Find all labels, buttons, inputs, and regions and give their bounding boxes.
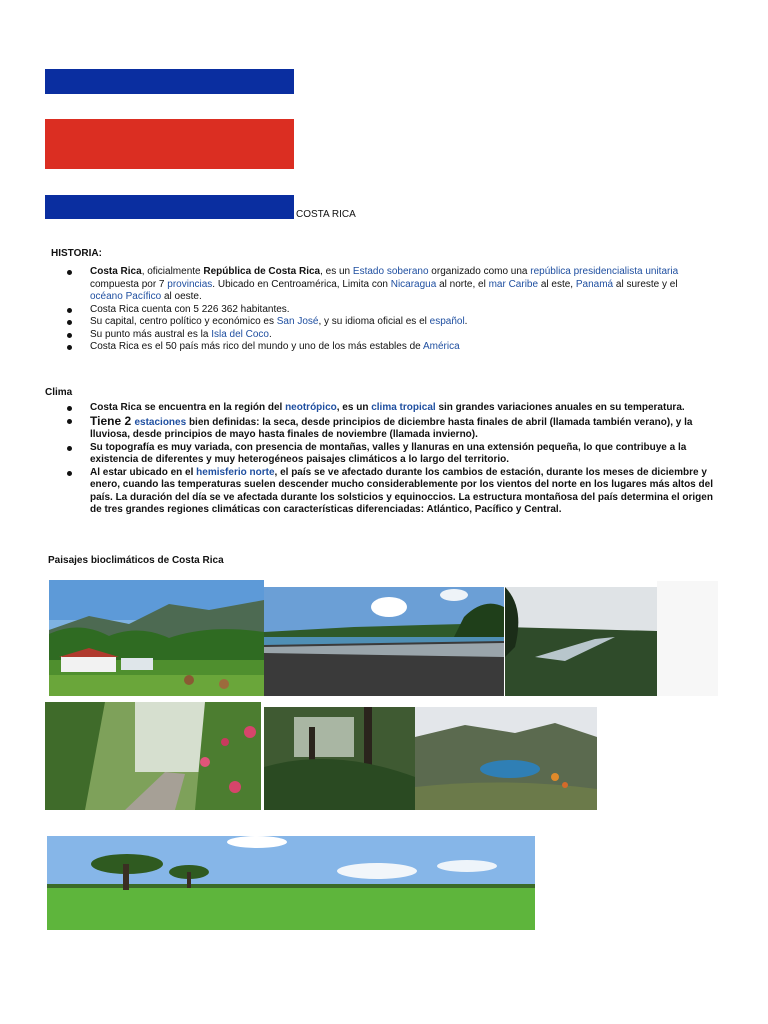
bullet-icon [67, 471, 72, 476]
clima-list [90, 402, 720, 517]
text-link[interactable]: estaciones [134, 416, 187, 428]
text-segment: , es un [320, 266, 353, 277]
bullet-icon [67, 406, 72, 411]
text-link[interactable]: Panamá [575, 278, 614, 290]
text-segment: Tiene 2 [90, 413, 135, 428]
flag-caption: COSTA RICA [296, 209, 356, 220]
photo-white-blank [657, 581, 718, 696]
text-segment: , oficialmente [141, 266, 204, 277]
photo-savanna [47, 836, 535, 930]
text-link[interactable]: San José [276, 316, 319, 327]
text-segment: al oeste. [161, 291, 202, 302]
photo-rainforest [264, 707, 415, 810]
text-segment: Costa Rica es el 50 país más rico del mundo y uno de los más estables de [90, 341, 423, 352]
historia-list [90, 266, 710, 354]
list-item [90, 341, 710, 354]
text-link[interactable]: mar Caribe [488, 278, 539, 290]
text-link[interactable]: clima tropical [371, 402, 436, 413]
text-segment: Costa Rica se encuentra en la región del [90, 402, 286, 413]
list-item [90, 415, 720, 442]
paisajes-heading: Paisajes bioclimáticos de Costa Rica [48, 555, 224, 566]
text-segment: compuesta por 7 [90, 278, 168, 290]
text-segment: sin grandes variaciones anuales en su temperatura. [435, 402, 685, 413]
clima-heading: Clima [45, 387, 73, 398]
flag-stripe-blue-bottom [45, 195, 294, 219]
photo-farm-mountains [49, 580, 264, 696]
text-link[interactable]: neotrópico [285, 402, 337, 413]
text-segment: . [464, 316, 468, 327]
text-segment: al sureste y el [613, 278, 678, 290]
text-link[interactable]: océano Pacífico [90, 291, 162, 302]
bullet-icon [67, 333, 72, 338]
text-segment: al este, [538, 278, 576, 290]
text-segment: , y su idioma oficial es el [318, 316, 430, 327]
text-link[interactable]: hemisferio norte [196, 466, 275, 478]
text-link[interactable]: república presidencialista unitaria [530, 266, 679, 277]
text-segment: organizado como una [428, 266, 531, 277]
text-segment: al norte, el [436, 278, 489, 290]
text-segment: bien definidas: la seca, desde principios de diciembre hasta finales de abril (llamada también verano), y la lluviosa, desde principios de mayo hasta finales de noviembre (llamada invierno). [90, 416, 693, 440]
list-item [90, 329, 710, 342]
list-item [90, 402, 720, 415]
text-segment: Costa Rica cuenta con 5 226 362 habitantes. [90, 303, 290, 315]
list-item [90, 442, 720, 467]
text-segment: Su topografía es muy variada, con presencia de montañas, valles y llanuras en una extensión pequeña, lo que contribuye a la existencia de diferentes y muy heterogéneos paisajes climáticos a lo largo del territorio. [90, 441, 687, 465]
text-segment: República de Costa Rica [203, 266, 321, 277]
text-segment: . [269, 328, 272, 340]
text-link[interactable]: provincias [167, 278, 213, 290]
bullet-icon [67, 320, 72, 325]
text-link[interactable]: español [429, 316, 465, 327]
text-segment: . Ubicado en Centroamérica, Limita con [212, 278, 391, 290]
text-segment: Al estar ubicado en el [90, 466, 197, 478]
list-item [90, 266, 710, 304]
flag-stripe-blue-top [45, 69, 294, 94]
bullet-icon [67, 345, 72, 350]
list-item [90, 304, 710, 317]
historia-heading: HISTORIA: [51, 248, 102, 259]
photo-river-forest [505, 587, 657, 696]
text-segment: Costa Rica [90, 266, 142, 277]
bullet-icon [67, 419, 72, 424]
text-link[interactable]: Isla del Coco [211, 328, 269, 340]
bullet-icon [67, 446, 72, 451]
bullet-icon [67, 308, 72, 313]
photo-cloud-forest-flowers [45, 702, 261, 810]
photo-lagoon-paramo [415, 707, 597, 810]
photo-beach [264, 587, 504, 696]
list-item [90, 467, 720, 517]
flag-stripe-red [45, 119, 294, 169]
text-link[interactable]: Estado soberano [352, 266, 429, 277]
text-segment: , es un [336, 402, 372, 413]
text-link[interactable]: América [422, 341, 460, 352]
text-segment: Su capital, centro político y económico es [90, 316, 277, 327]
list-item [90, 316, 710, 329]
bullet-icon [67, 270, 72, 275]
text-link[interactable]: Nicaragua [390, 278, 437, 290]
text-segment: Su punto más austral es la [90, 328, 212, 340]
text-segment: , el país se ve afectado durante los cambios de estación, durante los meses de diciembre y enero, cuando las temperaturas suelen descender mucho considerablemente por los vientos del norte en los lugares más altos del país. La duración del día se ve afectada durante los solsticios y equinoccios. La estructura montañosa del país determina el origen de tres grandes regiones climáticas con características diferenciadas: Atlántico, Pacífico y Central. [90, 466, 713, 515]
